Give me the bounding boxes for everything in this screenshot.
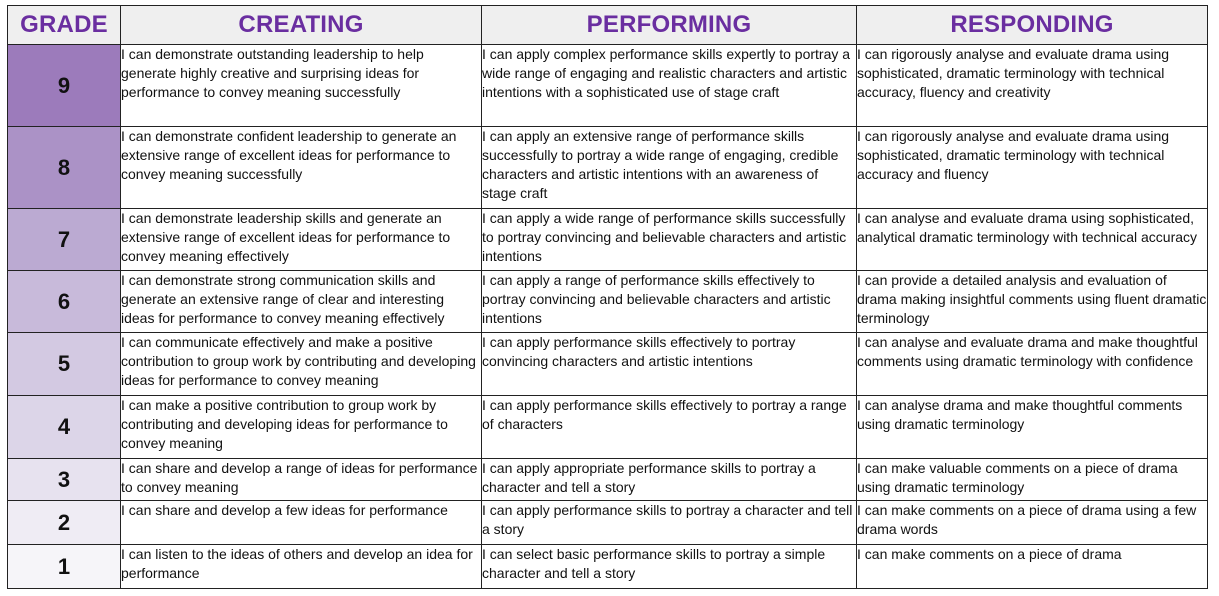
responding-cell: I can analyse and evaluate drama and make thoughtful comments using dramatic terminology with confidence — [857, 333, 1208, 396]
table-row — [8, 545, 1208, 589]
performing-cell: I can apply a range of performance skills effectively to portray convincing and believable characters and artistic intentions — [482, 271, 857, 333]
grade-cell: 6 — [8, 271, 121, 333]
drama-rubric-table — [7, 5, 1208, 589]
grade-cell: 3 — [8, 459, 121, 501]
responding-cell: I can provide a detailed analysis and evaluation of drama making insightful comments using fluent dramatic terminology — [857, 271, 1208, 333]
grade-cell: 5 — [8, 333, 121, 396]
creating-cell: I can demonstrate strong communication skills and generate an extensive range of clear and interesting ideas for performance to convey meaning effectively — [121, 271, 482, 333]
responding-cell: I can analyse drama and make thoughtful comments using dramatic terminology — [857, 396, 1208, 459]
table-row — [8, 271, 1208, 333]
creating-cell: I can listen to the ideas of others and develop an idea for performance — [121, 545, 482, 589]
table-row — [8, 333, 1208, 396]
grade-cell: 1 — [8, 545, 121, 589]
table-row — [8, 45, 1208, 127]
responding-cell: I can analyse and evaluate drama using sophisticated, analytical dramatic terminology with technical accuracy — [857, 209, 1208, 271]
responding-cell: I can make comments on a piece of drama — [857, 545, 1208, 589]
table-row — [8, 501, 1208, 545]
grade-cell: 9 — [8, 45, 121, 127]
creating-cell: I can share and develop a few ideas for performance — [121, 501, 482, 545]
performing-cell: I can apply an extensive range of performance skills successfully to portray a wide range of engaging, credible characters and artistic intentions with an awareness of stage craft — [482, 127, 857, 209]
performing-cell: I can apply performance skills effectively to portray a range of characters — [482, 396, 857, 459]
header-creating: CREATING — [121, 6, 482, 45]
responding-cell: I can rigorously analyse and evaluate drama using sophisticated, dramatic terminology with technical accuracy, fluency and creativity — [857, 45, 1208, 127]
performing-cell: I can select basic performance skills to portray a simple character and tell a story — [482, 545, 857, 589]
grade-cell: 4 — [8, 396, 121, 459]
creating-cell: I can demonstrate outstanding leadership to help generate highly creative and surprising ideas for performance to convey meaning successfully — [121, 45, 482, 127]
performing-cell: I can apply performance skills to portray a character and tell a story — [482, 501, 857, 545]
creating-cell: I can communicate effectively and make a positive contribution to group work by contributing and developing ideas for performance to convey meaning — [121, 333, 482, 396]
grade-cell: 7 — [8, 209, 121, 271]
performing-cell: I can apply a wide range of performance skills successfully to portray convincing and believable characters and artistic intentions — [482, 209, 857, 271]
table-row — [8, 396, 1208, 459]
performing-cell: I can apply performance skills effectively to portray convincing characters and artistic intentions — [482, 333, 857, 396]
creating-cell: I can share and develop a range of ideas for performance to convey meaning — [121, 459, 482, 501]
header-row — [8, 6, 1208, 45]
table-row — [8, 209, 1208, 271]
responding-cell: I can rigorously analyse and evaluate drama using sophisticated, dramatic terminology with technical accuracy and fluency — [857, 127, 1208, 209]
grade-cell: 8 — [8, 127, 121, 209]
header-grade: GRADE — [8, 6, 121, 45]
grade-cell: 2 — [8, 501, 121, 545]
performing-cell: I can apply complex performance skills expertly to portray a wide range of engaging and realistic characters and artistic intentions with a sophisticated use of stage craft — [482, 45, 857, 127]
responding-cell: I can make valuable comments on a piece of drama using dramatic terminology — [857, 459, 1208, 501]
creating-cell: I can demonstrate leadership skills and generate an extensive range of excellent ideas for performance to convey meaning effectively — [121, 209, 482, 271]
performing-cell: I can apply appropriate performance skills to portray a character and tell a story — [482, 459, 857, 501]
table-row — [8, 127, 1208, 209]
creating-cell: I can make a positive contribution to group work by contributing and developing ideas for performance to convey meaning — [121, 396, 482, 459]
header-responding: RESPONDING — [857, 6, 1208, 45]
creating-cell: I can demonstrate confident leadership to generate an extensive range of excellent ideas for performance to convey meaning successfully — [121, 127, 482, 209]
responding-cell: I can make comments on a piece of drama using a few drama words — [857, 501, 1208, 545]
table-row — [8, 459, 1208, 501]
header-performing: PERFORMING — [482, 6, 857, 45]
